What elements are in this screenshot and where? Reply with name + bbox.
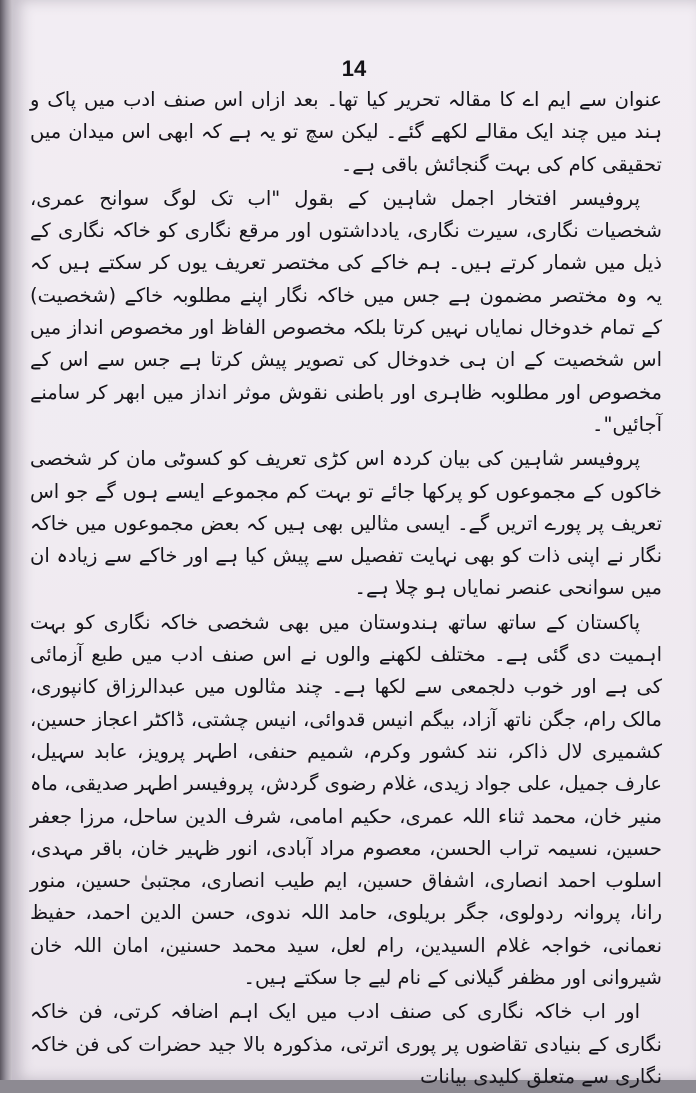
paragraph-writers-list: پاکستان کے ساتھ ساتھ ہندوستان میں بھی شخصی خاکہ نگاری کو بہت اہمیت دی گئی ہے۔ مختلف لکھنے والوں نے اس صنف ادب میں طبع آزمائی کی ہے اور خوب دلجمعی سے لکھا ہے۔ چند مثالوں میں عبدالرزاق کانپوری، مالک رام، جگن ناتھ آزاد، بیگم انیس قدوائی، انیس چشتی، ڈاکٹر اعجاز حسین، کشمیری لال ذاکر، نند کشور وکرم، شمیم حنفی، اطہر پرویز، عابد سہیل، عارف جمیل، علی جواد زیدی، غلام رضوی گردش، پروفیسر اطہر صدیقی، ماہ منیر خان، محمد ثناء اللہ عمری، حکیم امامی، شرف الدین ساحل، مرزا جعفر حسین، نسیمہ تراب الحسن، معصوم مراد آبادی، انور ظہیر خان، باقر مہدی، اسلوب احمد انصاری، اشفاق حسین، ایم طیب انصاری، مجتبیٰ حسین، منور رانا، پروانہ ردولوی، جگر بریلوی، حامد اللہ ندوی، حسن الدین احمد، حفیظ نعمانی، خواجہ غلام السیدین، رام لعل، سید محمد حسنین، امان اللہ خان شیروانی اور مظفر گیلانی کے نام لیے جا سکتے ہیں۔ xyxy=(30,610,662,990)
book-page xyxy=(12,0,696,1088)
page-number: 14 xyxy=(341,56,367,81)
paragraph-closing: اور اب خاکہ نگاری کی صنف ادب میں ایک اہم اضافہ کرتی، فن خاکہ نگاری کے بنیادی تقاضوں پر پوری اترتی، مذکورہ بالا جید حضرات کی فن خاکہ نگاری سے متعلق کلیدی بیانات xyxy=(30,1000,662,1088)
paragraph-shaheen-quote: پروفیسر افتخار اجمل شاہین کے بقول "اب تک لوگ سوانح عمری، شخصیات نگاری، سیرت نگاری، یادداشتوں اور مرقع نگاری کو خاکہ نگاری کے ذیل میں شمار کرتے ہیں۔ ہم خاکے کی مختصر تعریف یوں کر سکتے ہیں کہ یہ وہ مختصر مضمون ہے جس میں خاکہ نگار اپنے مطلوبہ خاکے (شخصیت) کے تمام خدوخال نمایاں نہیں کرتا بلکہ مخصوص الفاظ اور مخصوص انداز میں اس شخصیت کے ان ہی خدوخال کی تصویر پیش کرتا ہے جس سے اس کے مخصوص اور مطلوبہ ظاہری اور باطنی نقوش موثر انداز میں ابھر کر سامنے آجائیں"۔ xyxy=(30,186,662,436)
paragraph-thesis-intro: عنوان سے ایم اے کا مقالہ تحریر کیا تھا۔ بعد ازاں اس صنف ادب میں پاک و ہند میں چند ایک مقالے لکھے گئے۔ لیکن سچ تو یہ ہے کہ ابھی اس میدان میں تحقیقی کام کی بہت گنجائش باقی ہے۔ xyxy=(30,88,662,176)
paragraph-definition-analysis: پروفیسر شاہین کی بیان کردہ اس کڑی تعریف کو کسوٹی مان کر شخصی خاکوں کے مجموعوں کو پرکھا جائے تو بہت کم مجموعے ایسے ہوں گے جو اس تعریف پر پورے اتریں گے۔ ایسی مثالیں بھی ہیں کہ بعض مجموعوں میں خاکہ نگار نے اپنی ذات کو بھی نہایت تفصیل سے پیش کیا ہے اور خاکے سے زیادہ ان میں سوانحی عنصر نمایاں ہو چلا ہے۔ xyxy=(30,447,662,600)
page-body-text xyxy=(30,84,662,1093)
